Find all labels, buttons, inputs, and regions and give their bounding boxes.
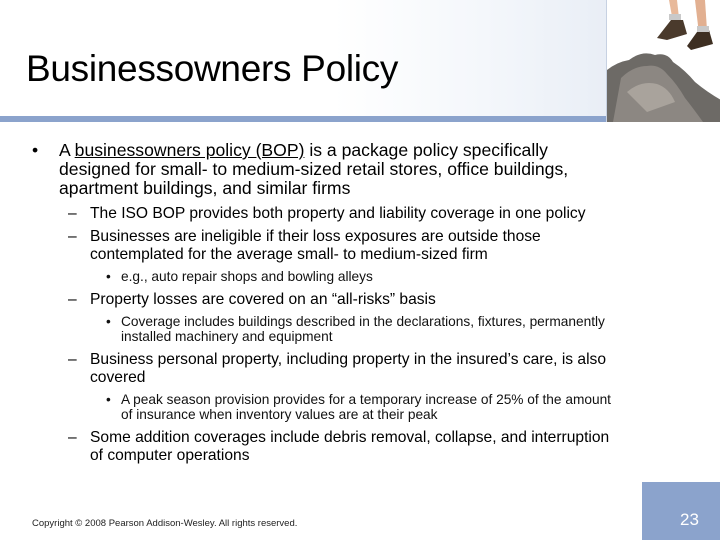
sub-bullet-marker: – xyxy=(68,228,77,245)
bullet-1-line-2: designed for small- to medium-sized retail stores, office buildings, xyxy=(59,159,569,179)
sub-bullet-4 xyxy=(90,351,606,387)
sub-bullet-line: covered xyxy=(90,369,146,386)
page-number: 23 xyxy=(680,510,699,529)
subsub-bullet-marker: • xyxy=(106,392,111,407)
sub-bullet-line: Business personal property, including property in the insured’s care, is also xyxy=(90,351,607,368)
subsub-bullet-line: installed machinery and equipment xyxy=(121,329,333,344)
subsub-bullet-marker: • xyxy=(106,314,111,329)
sub-bullet-marker: – xyxy=(68,205,77,222)
bop-link[interactable]: businessowners policy (BOP) xyxy=(74,140,305,160)
text-segment: A xyxy=(59,140,75,160)
copyright-footer: Copyright © 2008 Pearson Addison-Wesley. All rights reserved. xyxy=(32,518,298,529)
subsub-bullet-line: of insurance when inventory values are at their peak xyxy=(121,407,438,422)
sub-bullet-line: contemplated for the average small- to medium-sized firm xyxy=(90,246,488,263)
sub-bullet-line: Businesses are ineligible if their loss exposures are outside those xyxy=(90,228,541,245)
sub-bullet-line: Some addition coverages include debris removal, collapse, and interruption xyxy=(90,429,610,446)
subsub-bullet-2 xyxy=(121,314,605,344)
sub-bullet-5 xyxy=(90,429,609,465)
bullet-marker: • xyxy=(32,140,39,160)
sub-bullet-3 xyxy=(90,291,436,309)
sub-bullet-marker: – xyxy=(68,351,77,368)
bullet-1 xyxy=(59,141,568,198)
subsub-bullet-line: A peak season provision provides for a temporary increase of 25% of the amount xyxy=(121,392,611,407)
subsub-bullet-1 xyxy=(121,269,373,284)
sub-bullet-1 xyxy=(90,205,586,223)
subsub-bullet-line: e.g., auto repair shops and bowling alleys xyxy=(121,269,373,284)
subsub-bullet-3 xyxy=(121,392,611,422)
subsub-bullet-marker: • xyxy=(106,269,111,284)
sub-bullet-line: Property losses are covered on an “all-risks” basis xyxy=(90,291,436,308)
sub-bullet-line: of computer operations xyxy=(90,447,250,464)
bullet-1-line-3: apartment buildings, and similar firms xyxy=(59,178,351,198)
sub-bullet-2 xyxy=(90,228,541,264)
sub-bullet-line: The ISO BOP provides both property and liability coverage in one policy xyxy=(90,205,586,222)
bullet-1-line-1 xyxy=(59,141,568,160)
sub-bullet-marker: – xyxy=(68,429,77,446)
page-title: Businessowners Policy xyxy=(26,48,399,89)
subsub-bullet-line: Coverage includes buildings described in the declarations, fixtures, permanently xyxy=(121,314,605,329)
text-segment: is a package policy specifically xyxy=(304,140,548,160)
sub-bullet-marker: – xyxy=(68,291,77,308)
